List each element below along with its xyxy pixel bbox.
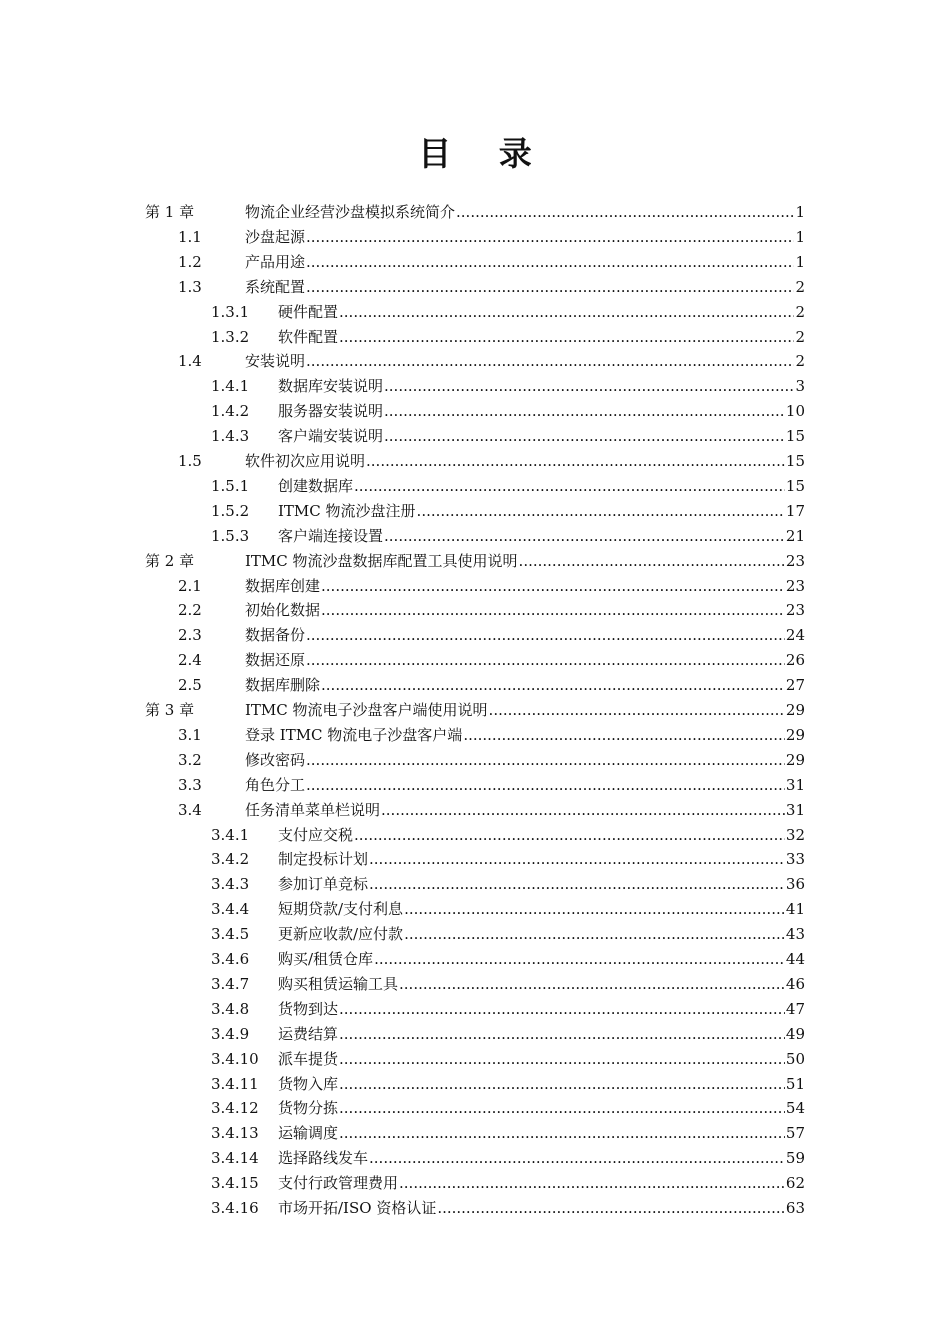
toc-entry-line	[278, 399, 805, 423]
toc-entry[interactable]	[0, 1121, 950, 1145]
toc-entry-page: 10	[785, 402, 805, 421]
toc-entry-page: 51	[785, 1074, 805, 1093]
toc-entry[interactable]	[0, 1022, 950, 1046]
toc-entry-line	[245, 349, 805, 373]
toc-entry-page: 17	[785, 501, 805, 520]
dot-leader	[384, 524, 785, 548]
toc-entry-title: 更新应收款/应付款	[278, 925, 404, 944]
toc-entry-line	[245, 598, 805, 622]
toc-entry-number: 3.4.8	[211, 999, 250, 1018]
toc-entry-line	[245, 225, 805, 249]
toc-entry-line	[245, 200, 805, 224]
toc-entry-title: 数据库删除	[245, 676, 321, 695]
toc-entry-number: 3.1	[178, 725, 202, 744]
toc-entry-page: 43	[785, 925, 805, 944]
toc-entry-line	[278, 1121, 805, 1145]
toc-entry-title: 软件配置	[278, 327, 339, 346]
toc-entry-line	[245, 798, 805, 822]
toc-entry-line	[278, 524, 805, 548]
toc-entry[interactable]	[0, 922, 950, 946]
toc-entry-line	[278, 1047, 805, 1071]
toc-entry-number: 1.5.3	[211, 526, 250, 545]
toc-entry-line	[245, 748, 805, 772]
toc-entry-line	[278, 1171, 805, 1195]
toc-entry-page: 2	[795, 302, 805, 321]
toc-entry-line	[278, 847, 805, 871]
toc-entry[interactable]	[0, 1171, 950, 1195]
toc-entry-page: 29	[785, 750, 805, 769]
toc-title: 目 录	[418, 134, 550, 173]
dot-leader	[399, 1171, 785, 1195]
dot-leader	[519, 549, 785, 573]
toc-entry[interactable]	[0, 424, 950, 448]
toc-entry-page: 2	[795, 352, 805, 371]
toc-entry[interactable]	[0, 648, 950, 672]
toc-entry-number: 3.4.1	[211, 825, 250, 844]
toc-entry-number: 2.5	[178, 676, 202, 695]
toc-entry-number: 3.4	[178, 800, 202, 819]
toc-entry[interactable]	[0, 300, 950, 324]
toc-entry-page: 57	[785, 1124, 805, 1143]
toc-entry-number: 3.4.3	[211, 875, 250, 894]
dot-leader	[306, 648, 785, 672]
toc-entry-number: 1.3	[178, 277, 202, 296]
toc-entry-line	[278, 374, 805, 398]
toc-entry-page: 2	[795, 277, 805, 296]
toc-entry-page: 15	[785, 427, 805, 446]
toc-entry-title: 派车提货	[278, 1049, 339, 1068]
toc-entry-number: 2.4	[178, 651, 202, 670]
dot-leader	[381, 798, 785, 822]
toc-entry[interactable]	[0, 823, 950, 847]
toc-entry-title: 货物到达	[278, 999, 339, 1018]
toc-entry[interactable]	[0, 748, 950, 772]
toc-entry-page: 1	[795, 227, 805, 246]
toc-entry-title: 软件初次应用说明	[245, 452, 366, 470]
toc-entry[interactable]	[0, 349, 950, 373]
toc-entry-number: 3.4.9	[211, 1024, 250, 1043]
toc-entry-page: 59	[785, 1149, 805, 1168]
toc-entry-title: 角色分工	[245, 775, 306, 794]
toc-entry-page: 47	[785, 999, 805, 1018]
toc-entry-page: 21	[785, 526, 805, 545]
toc-entry-page: 62	[785, 1174, 805, 1193]
dot-leader	[306, 773, 785, 797]
toc-entry-line	[245, 673, 805, 697]
toc-entry[interactable]	[0, 225, 950, 249]
toc-entry-line	[245, 574, 805, 598]
toc-entry-number: 3.4.4	[211, 900, 250, 919]
toc-entry[interactable]	[0, 275, 950, 299]
toc-entry-page: 1	[795, 203, 805, 221]
toc-entry[interactable]	[0, 399, 950, 423]
toc-entry-number: 3.4.6	[211, 950, 250, 968]
toc-entry-title: 系统配置	[245, 277, 306, 296]
toc-entry-page: 15	[785, 452, 805, 470]
toc-entry-number: 1.1	[178, 227, 202, 246]
toc-entry-title: 初始化数据	[245, 601, 321, 620]
toc-entry-page: 41	[785, 900, 805, 919]
toc-entry-page: 26	[785, 651, 805, 670]
toc-entry-title: 物流企业经营沙盘模拟系统简介	[245, 203, 456, 221]
toc-entry-number: 1.4	[178, 352, 202, 371]
toc-entry-title: 购买租赁运输工具	[278, 974, 399, 993]
toc-entry[interactable]	[0, 1146, 950, 1170]
dot-leader	[306, 250, 794, 274]
toc-entry[interactable]	[0, 574, 950, 598]
dot-leader	[306, 225, 794, 249]
toc-entry[interactable]	[0, 1047, 950, 1071]
toc-entry-line	[245, 723, 805, 747]
toc-entry-number: 3.4.13	[211, 1124, 259, 1143]
toc-entry-page: 31	[785, 800, 805, 819]
toc-entry-title: 数据还原	[245, 651, 306, 670]
toc-entry-number: 3.2	[178, 750, 202, 769]
toc-entry-title: 产品用途	[245, 252, 306, 271]
toc-entry-page: 33	[785, 850, 805, 869]
toc-entry-line	[278, 1072, 805, 1096]
toc-entry-number: 第 3 章	[145, 701, 195, 719]
toc-entry-title: 客户端连接设置	[278, 526, 384, 545]
toc-entry-title: 任务清单菜单栏说明	[245, 800, 381, 819]
dot-leader	[354, 474, 785, 498]
dot-leader	[366, 449, 785, 473]
toc-entry-title: 沙盘起源	[245, 227, 306, 246]
dot-leader	[339, 1121, 785, 1145]
toc-entry-page: 23	[785, 601, 805, 620]
dot-leader	[417, 499, 785, 523]
toc-entry-number: 1.4.3	[211, 427, 250, 446]
toc-entry-number: 1.5	[178, 452, 202, 470]
dot-leader	[384, 374, 794, 398]
toc-entry-page: 36	[785, 875, 805, 894]
toc-entry-number: 3.4.2	[211, 850, 250, 869]
toc-entry-line	[245, 623, 805, 647]
dot-leader	[321, 598, 785, 622]
dot-leader	[489, 698, 785, 722]
dot-leader	[399, 972, 785, 996]
toc-entry-title: 短期贷款/支付利息	[278, 900, 404, 919]
toc-entry-number: 3.4.7	[211, 974, 250, 993]
toc-entry[interactable]	[0, 723, 950, 747]
dot-leader	[321, 673, 785, 697]
toc-entry-line	[278, 1196, 805, 1220]
toc-entry-number: 3.4.10	[211, 1049, 259, 1068]
dot-leader	[374, 947, 785, 971]
toc-entry[interactable]	[0, 947, 950, 971]
toc-entry-line	[245, 250, 805, 274]
toc-entry-number: 1.3.2	[211, 327, 250, 346]
toc-entry-number: 2.1	[178, 576, 202, 595]
toc-entry[interactable]	[0, 250, 950, 274]
dot-leader	[463, 723, 785, 747]
toc-entry-title: ITMC 物流电子沙盘客户端使用说明	[245, 701, 488, 719]
toc-entry[interactable]	[0, 325, 950, 349]
dot-leader	[339, 1072, 785, 1096]
toc-entry-title: 数据库安装说明	[278, 377, 384, 396]
toc-entry[interactable]	[0, 673, 950, 697]
dot-leader	[339, 325, 794, 349]
dot-leader	[456, 200, 794, 224]
toc-entry-line	[278, 474, 805, 498]
toc-entry-number: 1.3.1	[211, 302, 250, 321]
toc-entry-number: 第 1 章	[145, 203, 195, 221]
toc-entry[interactable]	[0, 972, 950, 996]
toc-entry[interactable]	[0, 1196, 950, 1220]
dot-leader	[339, 1022, 785, 1046]
toc-entry-number: 1.5.2	[211, 501, 250, 520]
toc-entry-title: 运输调度	[278, 1124, 339, 1143]
toc-entry-title: 登录 ITMC 物流电子沙盘客户端	[245, 725, 463, 744]
toc-entry-title: 运费结算	[278, 1024, 339, 1043]
dot-leader	[306, 623, 785, 647]
toc-entry-line	[278, 972, 805, 996]
toc-entry-title: 支付行政管理费用	[278, 1174, 399, 1193]
toc-entry[interactable]	[0, 897, 950, 921]
toc-entry-number: 第 2 章	[145, 551, 195, 570]
toc-entry-page: 24	[785, 626, 805, 645]
toc-entry-number: 3.3	[178, 775, 202, 794]
toc-entry[interactable]	[0, 499, 950, 523]
toc-entry-title: 参加订单竞标	[278, 875, 369, 894]
dot-leader	[384, 399, 785, 423]
toc-entry-number: 3.4.12	[211, 1099, 259, 1118]
dot-leader	[306, 748, 785, 772]
dot-leader	[384, 424, 785, 448]
toc-entry-page: 23	[785, 576, 805, 595]
toc-entry-title: 选择路线发车	[278, 1149, 369, 1168]
toc-entry[interactable]	[0, 847, 950, 871]
dot-leader	[404, 897, 785, 921]
toc-entry-title: 数据备份	[245, 626, 306, 645]
toc-entry-title: 数据库创建	[245, 576, 321, 595]
toc-entry-line	[278, 1022, 805, 1046]
toc-entry[interactable]	[0, 872, 950, 896]
toc-entry-line	[278, 922, 805, 946]
toc-entry-number: 1.2	[178, 252, 202, 271]
toc-entry-page: 15	[785, 476, 805, 495]
toc-entry-title: 服务器安装说明	[278, 402, 384, 421]
dot-leader	[306, 275, 794, 299]
toc-entry-page: 32	[785, 825, 805, 844]
toc-entry-title: 客户端安装说明	[278, 427, 384, 446]
toc-entry[interactable]	[0, 997, 950, 1021]
toc-entry-title: 货物入库	[278, 1074, 339, 1093]
toc-entry-title: 创建数据库	[278, 476, 354, 495]
toc-entry-line	[245, 648, 805, 672]
toc-entry-line	[278, 325, 805, 349]
toc-entry-line	[278, 823, 805, 847]
dot-leader	[306, 349, 794, 373]
toc-entry[interactable]	[0, 698, 950, 722]
toc-entry[interactable]	[0, 1072, 950, 1096]
toc-entry-number: 3.4.14	[211, 1149, 259, 1168]
toc-entry-title: ITMC 物流沙盘数据库配置工具使用说明	[245, 551, 518, 570]
dot-leader	[339, 997, 785, 1021]
toc-entry[interactable]	[0, 200, 950, 224]
toc-entry[interactable]	[0, 524, 950, 548]
toc-entry-title: 硬件配置	[278, 302, 339, 321]
toc-entry-line	[245, 275, 805, 299]
toc-entry-page: 63	[785, 1199, 805, 1217]
toc-entry-number: 3.4.16	[211, 1199, 259, 1217]
toc-entry[interactable]	[0, 1096, 950, 1120]
toc-entry-number: 1.4.1	[211, 377, 250, 396]
toc-entry-page: 23	[785, 551, 805, 570]
toc-entry-title: 支付应交税	[278, 825, 354, 844]
toc-entry-page: 1	[795, 252, 805, 271]
toc-entry-title: 购买/租赁仓库	[278, 950, 374, 968]
toc-entry[interactable]	[0, 449, 950, 473]
dot-leader	[404, 922, 785, 946]
toc-entry[interactable]	[0, 374, 950, 398]
toc-entry-number: 3.4.15	[211, 1174, 259, 1193]
toc-entry-page: 54	[785, 1099, 805, 1118]
dot-leader	[339, 1096, 785, 1120]
dot-leader	[339, 1047, 785, 1071]
dot-leader	[339, 300, 794, 324]
toc-entry-title: 修改密码	[245, 750, 306, 769]
toc-entry[interactable]	[0, 798, 950, 822]
toc-entry-page: 44	[785, 950, 805, 968]
dot-leader	[369, 1146, 785, 1170]
toc-entry-title: 货物分拣	[278, 1099, 339, 1118]
dot-leader	[321, 574, 785, 598]
toc-entry-page: 46	[785, 974, 805, 993]
dot-leader	[354, 823, 785, 847]
toc-entry-line	[278, 499, 805, 523]
toc-entry-page: 27	[785, 676, 805, 695]
toc-entry-number: 3.4.5	[211, 925, 250, 944]
toc-entry[interactable]	[0, 623, 950, 647]
toc-entry-line	[278, 1146, 805, 1170]
toc-entry-line	[278, 424, 805, 448]
toc-entry-title: 安装说明	[245, 352, 306, 371]
toc-entry[interactable]	[0, 598, 950, 622]
toc-entry-page: 29	[785, 701, 805, 719]
toc-entry-line	[278, 947, 805, 971]
toc-entry-page: 3	[795, 377, 805, 396]
toc-entry[interactable]	[0, 773, 950, 797]
toc-entry-page: 49	[785, 1024, 805, 1043]
toc-entry-line	[278, 872, 805, 896]
toc-entry-page: 2	[795, 327, 805, 346]
toc-entry-number: 1.4.2	[211, 402, 250, 421]
toc-entry-title: 制定投标计划	[278, 850, 369, 869]
dot-leader	[437, 1196, 785, 1220]
dot-leader	[369, 847, 785, 871]
toc-entry-line	[245, 549, 805, 573]
toc-entry-line	[278, 1096, 805, 1120]
toc-entry-number: 3.4.11	[211, 1074, 259, 1093]
toc-entry[interactable]	[0, 474, 950, 498]
toc-entry-line	[278, 997, 805, 1021]
dot-leader	[369, 872, 785, 896]
toc-entry-number: 2.3	[178, 626, 202, 645]
toc-entry-title: ITMC 物流沙盘注册	[278, 501, 416, 520]
toc-entry-line	[245, 698, 805, 722]
toc-entry-line	[278, 897, 805, 921]
toc-entry-page: 50	[785, 1049, 805, 1068]
toc-entry-page: 29	[785, 725, 805, 744]
toc-entry-number: 2.2	[178, 601, 202, 620]
toc-entry-line	[245, 449, 805, 473]
toc-entry-page: 31	[785, 775, 805, 794]
toc-entry-number: 1.5.1	[211, 476, 250, 495]
toc-entry[interactable]	[0, 549, 950, 573]
toc-entry-title: 市场开拓/ISO 资格认证	[278, 1199, 437, 1217]
toc-entry-line	[245, 773, 805, 797]
toc-entry-line	[278, 300, 805, 324]
